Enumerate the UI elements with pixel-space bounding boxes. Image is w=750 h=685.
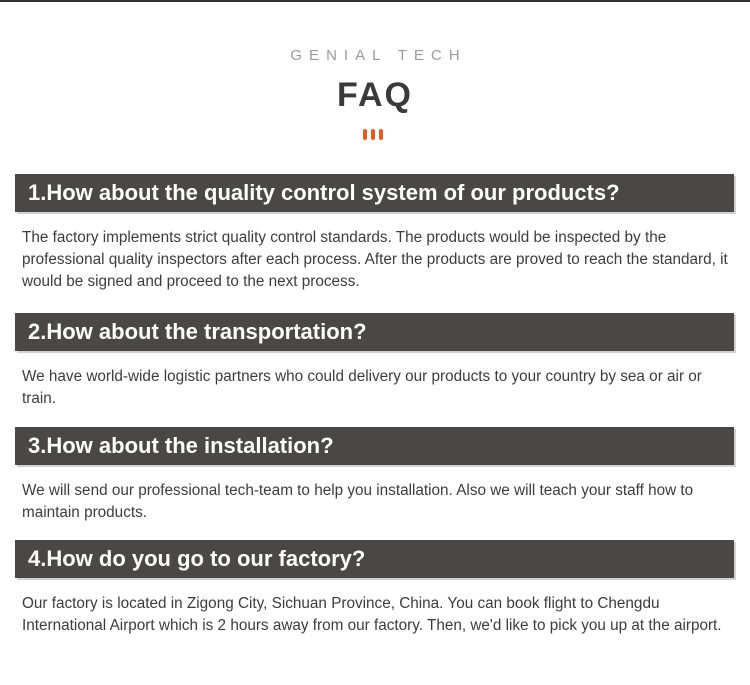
page-title: FAQ xyxy=(337,76,413,114)
question-bar xyxy=(15,427,734,465)
answer-text: Our factory is located in Zigong City, Sichuan Province, China. You can book flight to Chengdu International Airport which is 2 hours away from our factory. Then, we'd like to pick you up at the airport. xyxy=(22,595,722,634)
brand-name: GENIAL TECH xyxy=(290,47,467,64)
answer-text: The factory implements strict quality control standards. The products would be inspected by the professional quality inspectors after each process. After the products are proved to reach the standard, it would be signed and proceed to the next process. xyxy=(22,229,728,290)
question-text: 4.How do you go to our factory? xyxy=(28,546,366,571)
question-bar xyxy=(15,313,734,351)
answer-text: We have world-wide logistic partners who could delivery our products to your country by sea or air or train. xyxy=(22,368,702,407)
top-divider xyxy=(0,0,750,2)
question-bar xyxy=(15,174,734,212)
question-text: 1.How about the quality control system of our products? xyxy=(28,180,620,205)
question-text: 2.How about the transportation? xyxy=(28,319,367,344)
answer-text: We will send our professional tech-team to help you installation. Also we will teach your staff how to maintain products. xyxy=(22,482,694,521)
question-bar xyxy=(15,540,734,578)
title-accent-marks xyxy=(363,129,387,141)
question-text: 3.How about the installation? xyxy=(28,433,334,458)
